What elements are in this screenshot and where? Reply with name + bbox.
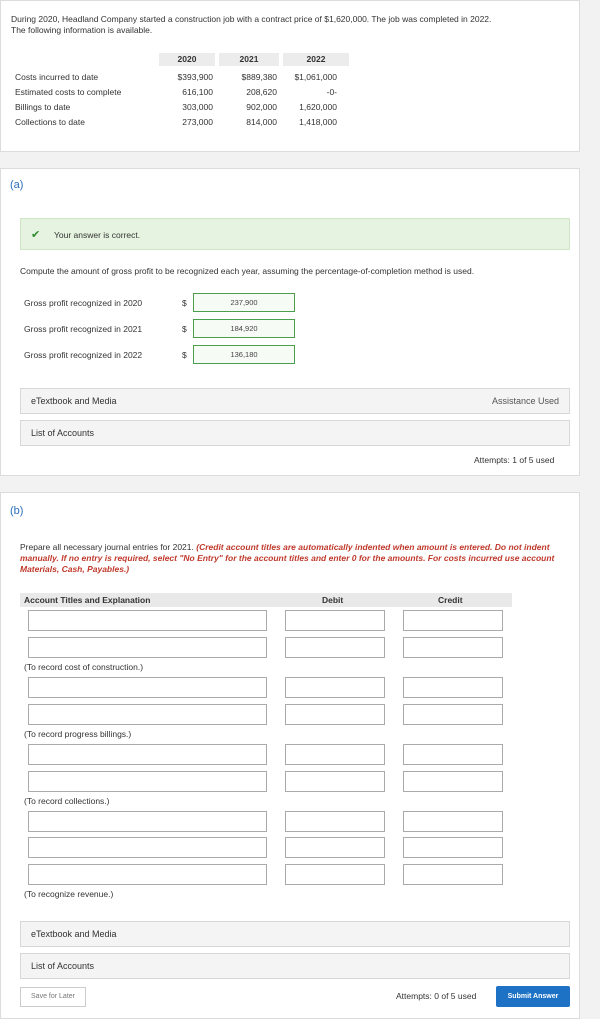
checkmark-icon: ✔ bbox=[31, 229, 41, 241]
account-input[interactable] bbox=[28, 637, 267, 658]
credit-input[interactable] bbox=[403, 610, 503, 631]
dollar-sign: $ bbox=[182, 324, 187, 334]
row-value: 902,000 bbox=[246, 102, 277, 112]
etextbook-link-b[interactable]: eTextbook and Media bbox=[31, 929, 117, 939]
row-value: 303,000 bbox=[182, 102, 213, 112]
submit-answer-button[interactable]: Submit Answer bbox=[496, 986, 570, 1007]
row-label: Estimated costs to complete bbox=[15, 87, 122, 97]
part-a-question: Compute the amount of gross profit to be recognized each year, assuming the percentage-of-completion method is used. bbox=[20, 266, 475, 276]
part-b-instruction bbox=[20, 542, 560, 575]
gp-label-2021: Gross profit recognized in 2021 bbox=[24, 324, 143, 334]
debit-input[interactable] bbox=[285, 610, 385, 631]
gp-label-2020: Gross profit recognized in 2020 bbox=[24, 298, 143, 308]
header-credit: Credit bbox=[438, 595, 463, 605]
debit-input[interactable] bbox=[285, 637, 385, 658]
row-value: $1,061,000 bbox=[294, 72, 337, 82]
debit-input[interactable] bbox=[285, 677, 385, 698]
row-value: 273,000 bbox=[182, 117, 213, 127]
gp-2020-input[interactable]: 237,900 bbox=[193, 293, 295, 312]
list-accounts-strip-b[interactable] bbox=[20, 953, 570, 979]
row-label: Billings to date bbox=[15, 102, 71, 112]
success-text: Your answer is correct. bbox=[54, 230, 141, 240]
credit-input[interactable] bbox=[403, 811, 503, 832]
list-accounts-link[interactable]: List of Accounts bbox=[31, 428, 95, 438]
part-a-attempts: Attempts: 1 of 5 used bbox=[474, 455, 555, 465]
cost-data-table bbox=[11, 53, 341, 133]
gp-2021-input[interactable]: 184,920 bbox=[193, 319, 295, 338]
credit-input[interactable] bbox=[403, 744, 503, 765]
debit-input[interactable] bbox=[285, 864, 385, 885]
part-a-label: (a) bbox=[10, 179, 24, 191]
debit-input[interactable] bbox=[285, 771, 385, 792]
save-for-later-button[interactable]: Save for Later bbox=[20, 987, 86, 1007]
memo-progress-billings: (To record progress billings.) bbox=[24, 729, 132, 739]
row-value: $393,900 bbox=[177, 72, 213, 82]
row-value: 616,100 bbox=[182, 87, 213, 97]
correct-answer-banner bbox=[20, 218, 570, 250]
memo-collections: (To record collections.) bbox=[24, 796, 110, 806]
row-label: Collections to date bbox=[15, 117, 85, 127]
list-accounts-link-b[interactable]: List of Accounts bbox=[31, 961, 95, 971]
gp-2022-input[interactable]: 136,180 bbox=[193, 345, 295, 364]
intro-line-2: The following information is available. bbox=[11, 25, 153, 35]
credit-input[interactable] bbox=[403, 864, 503, 885]
intro-line-1: During 2020, Headland Company started a construction job with a contract price of $1,620,000. The job was completed in 2022. bbox=[11, 14, 492, 24]
account-input[interactable] bbox=[28, 771, 267, 792]
year-header-2020: 2020 bbox=[159, 53, 215, 66]
problem-panel bbox=[0, 0, 580, 152]
instruction-text: Prepare all necessary journal entries for 2021. bbox=[20, 542, 194, 552]
account-input[interactable] bbox=[28, 837, 267, 858]
row-label: Costs incurred to date bbox=[15, 72, 99, 82]
journal-header bbox=[20, 593, 512, 607]
account-input[interactable] bbox=[28, 610, 267, 631]
account-input[interactable] bbox=[28, 744, 267, 765]
dollar-sign: $ bbox=[182, 298, 187, 308]
credit-input[interactable] bbox=[403, 637, 503, 658]
header-account: Account Titles and Explanation bbox=[24, 595, 151, 605]
account-input[interactable] bbox=[28, 704, 267, 725]
etextbook-link[interactable]: eTextbook and Media bbox=[31, 396, 117, 406]
instruction-note: (Credit account titles are automatically indented when amount is entered. Do not indent manually. If no entry is required, select "No Entry" for the account titles and enter 0 for the amounts. For costs incurred use account Materials, Cash, Payables.) bbox=[20, 542, 555, 574]
year-header-2021: 2021 bbox=[219, 53, 279, 66]
header-debit: Debit bbox=[322, 595, 344, 605]
list-accounts-strip[interactable] bbox=[20, 420, 570, 446]
credit-input[interactable] bbox=[403, 771, 503, 792]
problem-intro bbox=[11, 14, 571, 36]
account-input[interactable] bbox=[28, 811, 267, 832]
debit-input[interactable] bbox=[285, 704, 385, 725]
credit-input[interactable] bbox=[403, 677, 503, 698]
assistance-used: Assistance Used bbox=[491, 396, 559, 406]
credit-input[interactable] bbox=[403, 837, 503, 858]
account-input[interactable] bbox=[28, 677, 267, 698]
etextbook-strip[interactable] bbox=[20, 388, 570, 414]
memo-recognize-revenue: (To recognize revenue.) bbox=[24, 889, 114, 899]
row-value: $889,380 bbox=[241, 72, 277, 82]
year-header-2022: 2022 bbox=[283, 53, 349, 66]
debit-input[interactable] bbox=[285, 811, 385, 832]
row-value: 1,620,000 bbox=[299, 102, 337, 112]
row-value: 814,000 bbox=[246, 117, 277, 127]
row-value: -0- bbox=[326, 87, 337, 97]
etextbook-strip-b[interactable] bbox=[20, 921, 570, 947]
gp-label-2022: Gross profit recognized in 2022 bbox=[24, 350, 143, 360]
debit-input[interactable] bbox=[285, 744, 385, 765]
memo-cost-construction: (To record cost of construction.) bbox=[24, 662, 144, 672]
part-b-label: (b) bbox=[10, 505, 24, 517]
part-b-attempts: Attempts: 0 of 5 used bbox=[396, 991, 477, 1001]
debit-input[interactable] bbox=[285, 837, 385, 858]
credit-input[interactable] bbox=[403, 704, 503, 725]
row-value: 208,620 bbox=[246, 87, 277, 97]
dollar-sign: $ bbox=[182, 350, 187, 360]
account-input[interactable] bbox=[28, 864, 267, 885]
row-value: 1,418,000 bbox=[299, 117, 337, 127]
